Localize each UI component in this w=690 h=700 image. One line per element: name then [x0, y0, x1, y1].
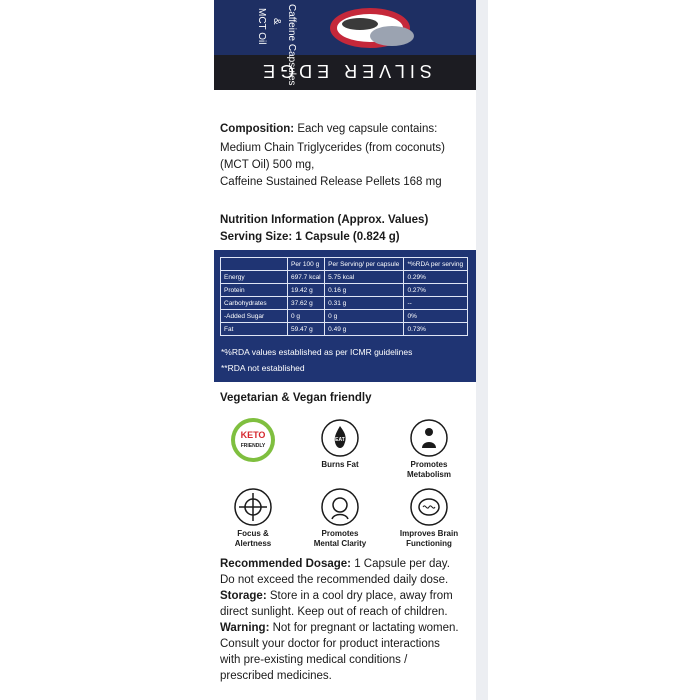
- composition-intro: Each veg capsule contains:: [297, 123, 438, 135]
- table-cell: 37.62 g: [288, 297, 325, 310]
- metabolism-label: Promotes Metabolism: [406, 460, 451, 479]
- focus-badge: [222, 487, 284, 549]
- table-row: [221, 323, 468, 336]
- serving-size: Serving Size: 1 Capsule (0.824 g): [220, 231, 400, 243]
- table-cell: 0%: [404, 310, 468, 323]
- table-cell: 0.73%: [404, 323, 468, 336]
- table-cell: --: [404, 297, 468, 310]
- table-cell: 0 g: [288, 310, 325, 323]
- mental-clarity-label: Promotes Mental Clarity: [313, 529, 367, 548]
- table-cell: Carbohydrates: [221, 297, 288, 310]
- warning-text-4: prescribed medicines.: [220, 670, 332, 682]
- keto-friendly-icon: [229, 416, 277, 464]
- rda-footnote-1: *%RDA values established as per ICMR guidelines: [221, 347, 413, 357]
- table-cell: 0.16 g: [325, 284, 404, 297]
- rda-footnote-2: **RDA not established: [221, 363, 305, 373]
- dosage-text-2: Do not exceed the recommended daily dose.: [220, 574, 449, 586]
- burns-fat-label: Burns Fat: [321, 460, 359, 469]
- table-header: Per 100 g: [288, 258, 325, 271]
- product-line-2: &: [271, 18, 282, 25]
- table-header: [221, 258, 288, 271]
- table-cell: 0.29%: [404, 271, 468, 284]
- table-cell: 697.7 kcal: [288, 271, 325, 284]
- nutrition-panel: [214, 250, 476, 382]
- table-row: [221, 271, 468, 284]
- brain-icon: [409, 487, 449, 527]
- table-cell: 19.42 g: [288, 284, 325, 297]
- table-cell: 0.27%: [404, 284, 468, 297]
- storage-text-2: direct sunlight. Keep out of reach of children.: [220, 606, 448, 618]
- mental-clarity-badge: [309, 487, 371, 549]
- table-cell: Fat: [221, 323, 288, 336]
- table-cell: 0.49 g: [325, 323, 404, 336]
- metabolism-badge: [398, 418, 460, 480]
- composition-line1: Medium Chain Triglycerides (from coconuts): [220, 142, 445, 154]
- table-cell: 0.31 g: [325, 297, 404, 310]
- product-line-1: MCT Oil: [256, 8, 267, 45]
- keto-badge-bottom: FRIENDLY: [240, 443, 266, 449]
- warning-text: Not for pregnant or lactating women.: [272, 622, 459, 634]
- table-row: [221, 297, 468, 310]
- storage-heading: Storage:: [220, 590, 267, 602]
- keto-friendly-badge: [222, 416, 284, 466]
- box-right-edge: [476, 0, 488, 700]
- dosage-line: [220, 556, 475, 573]
- table-cell: 0 g: [325, 310, 404, 323]
- table-cell: 5.75 kcal: [325, 271, 404, 284]
- warning-text-3: with pre-existing medical conditions /: [220, 654, 408, 666]
- dosage-heading: Recommended Dosage:: [220, 558, 352, 570]
- vegetarian-vegan-label: Vegetarian & Vegan friendly: [220, 392, 372, 404]
- nutrition-heading: Nutrition Information (Approx. Values): [220, 214, 429, 226]
- nutrition-table: [220, 257, 468, 336]
- burns-fat-icon: [320, 418, 360, 458]
- table-header: *%RDA per serving: [404, 258, 468, 271]
- composition-line3: Caffeine Sustained Release Pellets 168 mg: [220, 176, 442, 188]
- dosage-text: 1 Capsule per day.: [354, 558, 450, 570]
- composition-line: [220, 121, 475, 138]
- focus-icon: [233, 487, 273, 527]
- metabolism-icon: [409, 418, 449, 458]
- eat-text: EAT: [335, 437, 345, 443]
- table-cell: Energy: [221, 271, 288, 284]
- table-cell: Protein: [221, 284, 288, 297]
- warning-text-2: Consult your doctor for product interactions: [220, 638, 440, 650]
- warning-heading: Warning:: [220, 622, 270, 634]
- table-cell: -Added Sugar: [221, 310, 288, 323]
- mental-clarity-icon: [320, 487, 360, 527]
- table-header-row: [221, 258, 468, 271]
- product-line-3: Caffeine Capsules: [286, 4, 297, 86]
- warning-line: [220, 620, 475, 637]
- burns-fat-badge: [309, 418, 371, 470]
- table-cell: 59.47 g: [288, 323, 325, 336]
- storage-line: [220, 588, 475, 605]
- table-row: [221, 284, 468, 297]
- capsule-illustration: [320, 6, 420, 51]
- composition-heading: Composition:: [220, 123, 295, 135]
- brand-name: SILVER EDGE: [258, 61, 432, 81]
- brain-label: Improves Brain Functioning: [399, 529, 459, 548]
- focus-label: Focus & Alertness: [234, 529, 272, 548]
- table-row: [221, 310, 468, 323]
- brain-badge: [398, 487, 460, 549]
- table-header: Per Serving/ per capsule: [325, 258, 404, 271]
- storage-text: Store in a cool dry place, away from: [269, 590, 453, 602]
- keto-badge-top: KETO: [240, 430, 266, 440]
- composition-line2: (MCT Oil) 500 mg,: [220, 159, 315, 171]
